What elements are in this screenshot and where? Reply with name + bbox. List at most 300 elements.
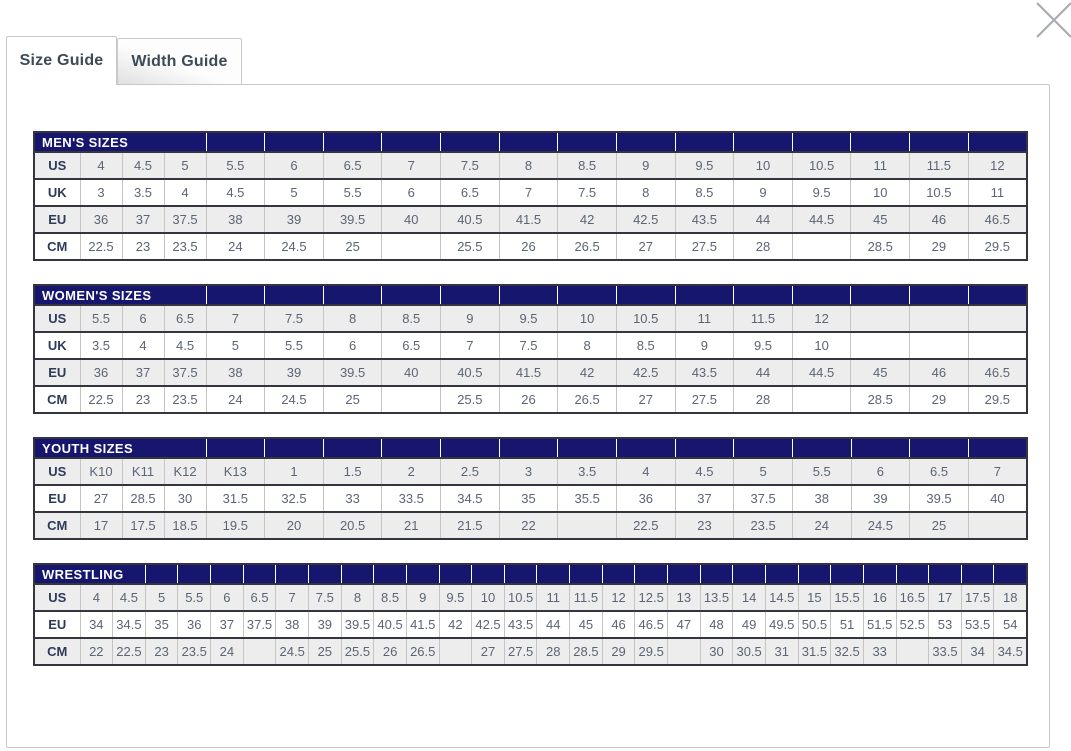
- size-cell: 24: [206, 233, 265, 260]
- size-cell: 6.5: [382, 332, 441, 359]
- size-cell: 10.5: [616, 305, 675, 332]
- size-cell: 46.5: [968, 206, 1027, 233]
- size-cell: 24.5: [265, 233, 324, 260]
- header-cell: [537, 564, 570, 584]
- header-cell: [792, 285, 851, 305]
- row-label: CM: [34, 638, 80, 665]
- header-cell: [617, 438, 676, 458]
- size-cell: 33: [323, 485, 382, 512]
- size-cell: 10: [851, 179, 910, 206]
- size-cell: 24.5: [276, 638, 309, 665]
- size-cell: 22: [80, 638, 113, 665]
- row-label: US: [34, 458, 80, 485]
- size-cell: 5.5: [178, 584, 211, 611]
- size-cell: 39.5: [341, 611, 374, 638]
- header-cell: [265, 438, 324, 458]
- size-cell: 10: [792, 332, 851, 359]
- size-cell: 4: [164, 179, 206, 206]
- size-cell: 4: [80, 584, 113, 611]
- size-cell: 46.5: [635, 611, 668, 638]
- size-cell: 10: [472, 584, 505, 611]
- size-cell: 40: [382, 206, 441, 233]
- row-label: US: [34, 152, 80, 179]
- header-cell: [382, 132, 441, 152]
- size-cell: 42: [558, 206, 617, 233]
- size-cell: 37.5: [243, 611, 276, 638]
- size-cell: 44: [734, 206, 793, 233]
- size-cell: 31: [765, 638, 798, 665]
- header-cell: [798, 564, 831, 584]
- header-cell: [265, 132, 324, 152]
- tab-size-guide-label: Size Guide: [19, 52, 104, 69]
- size-cell: 40: [968, 485, 1027, 512]
- size-cell: 4: [80, 152, 122, 179]
- size-cell: 7: [968, 458, 1027, 485]
- size-cell: 9.5: [439, 584, 472, 611]
- table-row-eu: [34, 485, 1027, 512]
- size-cell: 24.5: [265, 386, 324, 413]
- size-cell: 5: [164, 152, 206, 179]
- size-cell: 28: [537, 638, 570, 665]
- header-cell: [211, 564, 244, 584]
- size-cell: 43.5: [675, 206, 734, 233]
- size-cell: 38: [206, 359, 265, 386]
- table-row-us: [34, 458, 1027, 485]
- size-cell: 35: [145, 611, 178, 638]
- size-cell: 35: [499, 485, 558, 512]
- size-cell: [968, 512, 1027, 539]
- size-cell: 39: [265, 206, 324, 233]
- size-cell: 21: [382, 512, 441, 539]
- size-cell: 6: [122, 305, 164, 332]
- size-cell: 28: [734, 386, 793, 413]
- row-label: EU: [34, 359, 80, 386]
- table-row-cm: [34, 638, 1027, 665]
- header-cell: [570, 564, 603, 584]
- size-cell: 42.5: [616, 359, 675, 386]
- size-cell: 27.5: [504, 638, 537, 665]
- size-cell: 22.5: [113, 638, 146, 665]
- close-icon: [1030, 0, 1071, 40]
- size-cell: 10: [734, 152, 793, 179]
- header-cell: [323, 438, 382, 458]
- size-cell: 45: [570, 611, 603, 638]
- size-cell: 6.5: [164, 305, 206, 332]
- size-cell: 9: [675, 332, 734, 359]
- size-cell: 7.5: [499, 332, 558, 359]
- size-cell: 25: [910, 512, 969, 539]
- size-cell: 35.5: [558, 485, 617, 512]
- size-cell: 49: [733, 611, 766, 638]
- size-cell: 34.5: [113, 611, 146, 638]
- size-cell: [968, 305, 1027, 332]
- table-row-cm: [34, 233, 1027, 260]
- header-cell: [733, 564, 766, 584]
- size-cell: [910, 305, 969, 332]
- size-cell: 39: [265, 359, 324, 386]
- size-cell: 10: [558, 305, 617, 332]
- size-cell: 5.5: [206, 152, 265, 179]
- size-cell: 6.5: [441, 179, 500, 206]
- header-cell: [929, 564, 962, 584]
- size-cell: 53.5: [961, 611, 994, 638]
- size-cell: 34: [80, 611, 113, 638]
- size-cell: [896, 638, 929, 665]
- header-cell: [382, 285, 441, 305]
- size-cell: 33.5: [929, 638, 962, 665]
- header-cell: [265, 285, 324, 305]
- close-button[interactable]: [1030, 0, 1071, 40]
- size-cell: 31.5: [798, 638, 831, 665]
- size-cell: 12.5: [635, 584, 668, 611]
- header-cell: [675, 285, 734, 305]
- size-cell: 7: [382, 152, 441, 179]
- size-cell: 28: [734, 233, 793, 260]
- size-cell: 6: [323, 332, 382, 359]
- size-cell: 37.5: [164, 206, 206, 233]
- size-cell: 6.5: [243, 584, 276, 611]
- tab-size-guide[interactable]: [6, 36, 117, 85]
- size-cell: 36: [80, 206, 122, 233]
- size-cell: 31.5: [206, 485, 265, 512]
- size-cell: 5.5: [323, 179, 382, 206]
- header-cell: [675, 132, 734, 152]
- size-cell: 24: [792, 512, 851, 539]
- tab-width-guide-label: Width Guide: [131, 52, 228, 70]
- header-cell: [635, 564, 668, 584]
- header-cell: [558, 438, 617, 458]
- size-cell: 9.5: [792, 179, 851, 206]
- size-cell: 18: [994, 584, 1027, 611]
- size-cell: [243, 638, 276, 665]
- size-cell: 37: [122, 359, 164, 386]
- size-cell: 6: [851, 458, 910, 485]
- table-row-uk: [34, 179, 1027, 206]
- size-cell: 9: [616, 152, 675, 179]
- size-cell: 54: [994, 611, 1027, 638]
- size-cell: 1.5: [323, 458, 382, 485]
- header-cell: [441, 438, 500, 458]
- table-title: MEN'S SIZES: [34, 132, 206, 152]
- header-cell: [675, 438, 734, 458]
- header-cell: [765, 564, 798, 584]
- header-cell: [668, 564, 701, 584]
- size-cell: 39.5: [323, 359, 382, 386]
- header-cell: [308, 564, 341, 584]
- size-cell: 40: [382, 359, 441, 386]
- size-cell: 12: [602, 584, 635, 611]
- size-cell: [439, 638, 472, 665]
- size-cell: 38: [792, 485, 851, 512]
- size-cell: 36: [80, 359, 122, 386]
- size-cell: 22: [499, 512, 558, 539]
- size-cell: 8: [616, 179, 675, 206]
- header-cell: [178, 564, 211, 584]
- size-table-youth-sizes: [33, 437, 1028, 540]
- size-cell: 11: [675, 305, 734, 332]
- header-cell: [734, 285, 793, 305]
- size-cell: 11: [968, 179, 1027, 206]
- table-title: WRESTLING: [34, 564, 145, 584]
- size-cell: 5: [734, 458, 793, 485]
- size-cell: 17.5: [961, 584, 994, 611]
- size-cell: 7: [276, 584, 309, 611]
- size-cell: 23.5: [164, 386, 206, 413]
- size-cell: 1: [265, 458, 324, 485]
- size-cell: 4.5: [122, 152, 164, 179]
- row-label: EU: [34, 206, 80, 233]
- size-cell: 8: [341, 584, 374, 611]
- size-guide-panel: [6, 84, 1050, 748]
- size-cell: 46: [910, 359, 969, 386]
- header-cell: [851, 285, 910, 305]
- size-cell: 11.5: [910, 152, 969, 179]
- header-cell: [558, 285, 617, 305]
- size-cell: 33: [863, 638, 896, 665]
- size-cell: 4.5: [675, 458, 734, 485]
- size-cell: 7.5: [558, 179, 617, 206]
- row-label: UK: [34, 179, 80, 206]
- header-cell: [792, 438, 851, 458]
- size-cell: 4: [122, 332, 164, 359]
- row-label: US: [34, 305, 80, 332]
- size-cell: 12: [792, 305, 851, 332]
- header-cell: [406, 564, 439, 584]
- header-cell: [961, 564, 994, 584]
- size-cell: 38: [276, 611, 309, 638]
- size-cell: 46: [910, 206, 969, 233]
- size-cell: 36: [617, 485, 676, 512]
- size-cell: 15.5: [831, 584, 864, 611]
- size-cell: [792, 233, 851, 260]
- size-cell: 32.5: [831, 638, 864, 665]
- size-cell: 33.5: [382, 485, 441, 512]
- size-cell: 9: [734, 179, 793, 206]
- size-cell: 9: [406, 584, 439, 611]
- header-cell: [734, 438, 793, 458]
- header-cell: [851, 132, 910, 152]
- header-cell: [323, 285, 382, 305]
- table-title: YOUTH SIZES: [34, 438, 206, 458]
- header-cell: [851, 438, 910, 458]
- table-row-us: [34, 584, 1027, 611]
- header-cell: [382, 438, 441, 458]
- tab-width-guide[interactable]: [117, 38, 242, 85]
- table-row-eu: [34, 206, 1027, 233]
- header-cell: [441, 285, 500, 305]
- header-cell: [341, 564, 374, 584]
- row-label: CM: [34, 386, 80, 413]
- size-cell: 40.5: [374, 611, 407, 638]
- size-cell: 21.5: [441, 512, 500, 539]
- size-cell: 6.5: [910, 458, 969, 485]
- size-cell: 5: [265, 179, 324, 206]
- size-cell: 26.5: [406, 638, 439, 665]
- size-cell: 50.5: [798, 611, 831, 638]
- size-cell: 29.5: [968, 386, 1027, 413]
- size-cell: 8.5: [675, 179, 734, 206]
- header-cell: [499, 285, 558, 305]
- size-cell: 30: [164, 485, 206, 512]
- size-cell: 44.5: [792, 206, 851, 233]
- size-cell: 5.5: [792, 458, 851, 485]
- size-cell: 23: [122, 386, 164, 413]
- size-cell: 28.5: [851, 233, 910, 260]
- table-title: WOMEN'S SIZES: [34, 285, 206, 305]
- size-cell: 29.5: [635, 638, 668, 665]
- size-cell: 9: [441, 305, 500, 332]
- size-cell: 24: [206, 386, 265, 413]
- header-cell: [968, 285, 1027, 305]
- size-cell: 4.5: [164, 332, 206, 359]
- size-cell: 23: [122, 233, 164, 260]
- size-cell: 6: [265, 152, 324, 179]
- size-cell: 23.5: [164, 233, 206, 260]
- size-cell: K13: [206, 458, 265, 485]
- size-cell: 41.5: [499, 359, 558, 386]
- header-cell: [910, 285, 969, 305]
- size-cell: [968, 332, 1027, 359]
- header-cell: [441, 132, 500, 152]
- size-cell: [668, 638, 701, 665]
- size-cell: 23.5: [734, 512, 793, 539]
- size-cell: 27: [616, 233, 675, 260]
- header-cell: [896, 564, 929, 584]
- size-cell: 30.5: [733, 638, 766, 665]
- size-cell: 20.5: [323, 512, 382, 539]
- header-cell: [700, 564, 733, 584]
- size-cell: 39.5: [323, 206, 382, 233]
- header-cell: [206, 132, 265, 152]
- header-cell: [243, 564, 276, 584]
- header-cell: [439, 564, 472, 584]
- size-cell: 14.5: [765, 584, 798, 611]
- header-cell: [968, 438, 1027, 458]
- size-cell: 17.5: [122, 512, 164, 539]
- size-table-women-s-sizes: [33, 284, 1028, 414]
- size-cell: K12: [164, 458, 206, 485]
- header-cell: [616, 132, 675, 152]
- header-cell: [499, 132, 558, 152]
- size-cell: 20: [265, 512, 324, 539]
- size-cell: 3: [80, 179, 122, 206]
- size-cell: K11: [122, 458, 164, 485]
- size-cell: 3.5: [80, 332, 122, 359]
- size-cell: 29.5: [968, 233, 1027, 260]
- size-cell: 38: [206, 206, 265, 233]
- size-cell: 52.5: [896, 611, 929, 638]
- size-cell: 17: [80, 512, 122, 539]
- size-cell: 8.5: [374, 584, 407, 611]
- size-cell: 6: [211, 584, 244, 611]
- size-cell: 6.5: [323, 152, 382, 179]
- header-cell: [472, 564, 505, 584]
- size-cell: 22.5: [80, 386, 122, 413]
- header-cell: [206, 438, 265, 458]
- size-cell: 34: [961, 638, 994, 665]
- size-cell: 45: [851, 206, 910, 233]
- size-cell: 43.5: [504, 611, 537, 638]
- header-cell: [323, 132, 382, 152]
- size-cell: 8.5: [558, 152, 617, 179]
- size-cell: 9.5: [734, 332, 793, 359]
- table-row-us: [34, 152, 1027, 179]
- header-cell: [734, 132, 793, 152]
- size-cell: 11.5: [734, 305, 793, 332]
- size-cell: 4.5: [113, 584, 146, 611]
- size-cell: 42: [558, 359, 617, 386]
- size-cell: [851, 305, 910, 332]
- size-cell: 37.5: [164, 359, 206, 386]
- size-cell: 25.5: [441, 233, 500, 260]
- size-cell: 23.5: [178, 638, 211, 665]
- header-cell: [276, 564, 309, 584]
- size-cell: 26.5: [558, 386, 617, 413]
- size-cell: 7.5: [308, 584, 341, 611]
- size-cell: 46: [602, 611, 635, 638]
- size-cell: 23: [675, 512, 734, 539]
- size-cell: 47: [668, 611, 701, 638]
- size-cell: 11: [851, 152, 910, 179]
- size-cell: 51.5: [863, 611, 896, 638]
- size-cell: 29: [910, 233, 969, 260]
- size-cell: 10.5: [910, 179, 969, 206]
- tab-bar: [6, 36, 242, 85]
- size-cell: 17: [929, 584, 962, 611]
- size-cell: K10: [80, 458, 122, 485]
- header-cell: [863, 564, 896, 584]
- size-cell: 13: [668, 584, 701, 611]
- size-cell: 34.5: [441, 485, 500, 512]
- size-cell: 37: [211, 611, 244, 638]
- table-row-cm: [34, 512, 1027, 539]
- size-cell: 4.5: [206, 179, 265, 206]
- header-cell: [602, 564, 635, 584]
- size-cell: 8.5: [616, 332, 675, 359]
- size-cell: 25: [323, 386, 382, 413]
- size-cell: [382, 386, 441, 413]
- size-cell: 7: [441, 332, 500, 359]
- table-row-uk: [34, 332, 1027, 359]
- size-cell: 11.5: [570, 584, 603, 611]
- size-cell: 41.5: [499, 206, 558, 233]
- header-cell: [616, 285, 675, 305]
- size-cell: 8.5: [382, 305, 441, 332]
- size-cell: 26: [499, 233, 558, 260]
- header-cell: [504, 564, 537, 584]
- size-cell: [910, 332, 969, 359]
- size-cell: [851, 332, 910, 359]
- size-cell: 23: [145, 638, 178, 665]
- size-cell: 28.5: [570, 638, 603, 665]
- size-cell: [792, 386, 851, 413]
- row-label: CM: [34, 512, 80, 539]
- size-cell: 12: [968, 152, 1027, 179]
- size-cell: 41.5: [406, 611, 439, 638]
- row-label: US: [34, 584, 80, 611]
- size-cell: 7: [206, 305, 265, 332]
- header-cell: [558, 132, 617, 152]
- size-cell: 49.5: [765, 611, 798, 638]
- size-cell: 30: [700, 638, 733, 665]
- size-cell: 18.5: [164, 512, 206, 539]
- header-cell: [831, 564, 864, 584]
- size-cell: 26: [374, 638, 407, 665]
- size-cell: 24.5: [851, 512, 910, 539]
- size-cell: 40.5: [441, 359, 500, 386]
- size-cell: 37: [675, 485, 734, 512]
- size-cell: 9.5: [675, 152, 734, 179]
